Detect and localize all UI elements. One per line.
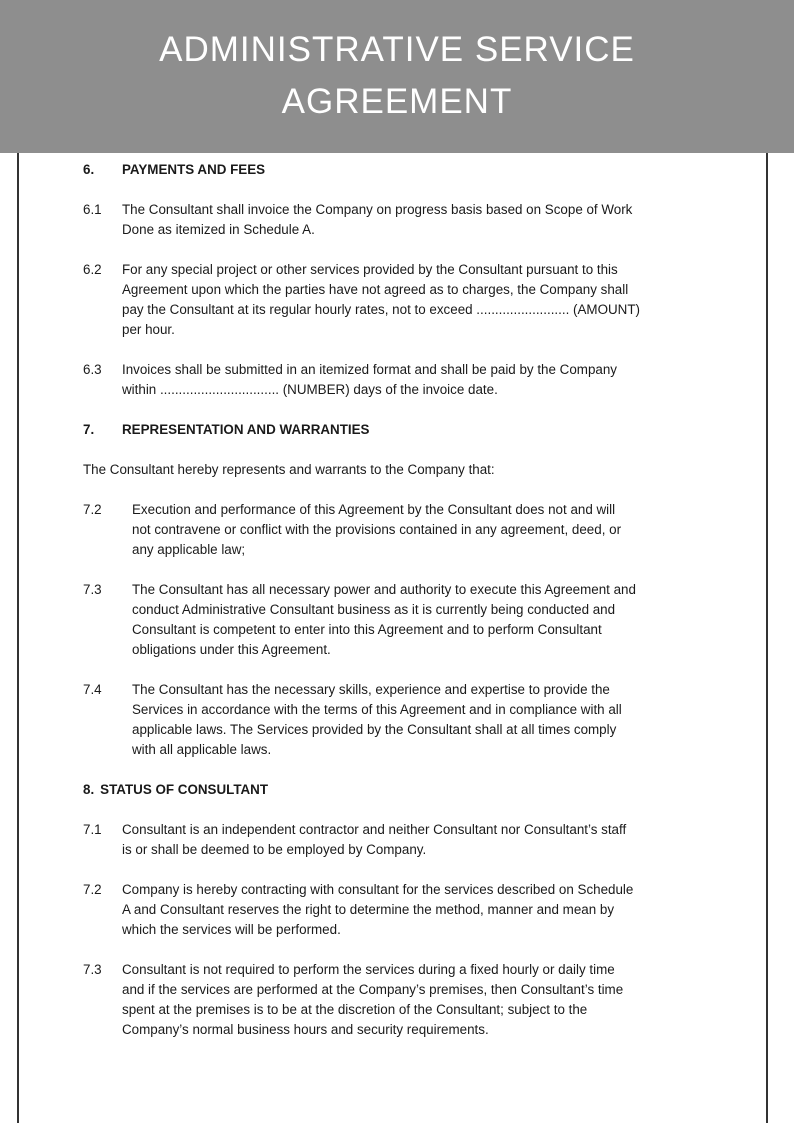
text-line: PAYMENTS AND FEES	[122, 162, 266, 177]
text-line: Execution and performance of this Agreement by the Consultant does not and will	[132, 502, 616, 517]
text-line: applicable laws. The Services provided by the Consultant shall at all times comply	[132, 722, 617, 737]
text-line: obligations under this Agreement.	[132, 642, 331, 657]
text-line: and if the services are performed at the Company’s premises, then Consultant’s time	[122, 982, 624, 997]
clause-text	[122, 360, 617, 400]
intro-paragraph	[83, 460, 723, 480]
title-banner	[0, 0, 794, 153]
clause-text	[122, 880, 633, 940]
document-body	[83, 160, 723, 1060]
clause	[83, 200, 723, 240]
text-line: Invoices shall be submitted in an itemized format and shall be paid by the Company	[122, 362, 617, 377]
text-line: conduct Administrative Consultant business as it is currently being conducted and	[132, 602, 616, 617]
section-title	[100, 780, 268, 800]
clause	[83, 260, 723, 340]
text-line: Company’s normal business hours and security requirements.	[122, 1022, 489, 1037]
clause-text	[132, 580, 636, 660]
text-line: The Consultant has all necessary power and authority to execute this Agreement and	[132, 582, 636, 597]
text-line: Consultant is not required to perform the services during a fixed hourly or daily time	[122, 962, 615, 977]
text-line: not contravene or conflict with the provisions contained in any agreement, deed, or	[132, 522, 622, 537]
text-line: REPRESENTATION AND WARRANTIES	[122, 422, 370, 437]
clause-text	[122, 960, 623, 1040]
text-line: pay the Consultant at its regular hourly rates, not to exceed ......................... (AMOUNT)	[122, 302, 640, 317]
clause-number: 7.1	[83, 822, 102, 837]
clause-text	[83, 460, 495, 480]
clause	[83, 500, 723, 560]
text-line: Agreement upon which the parties have not agreed as to charges, the Company shall	[122, 282, 629, 297]
section-number: 7.	[83, 422, 95, 437]
left-border	[17, 153, 19, 1123]
text-line: The Consultant has the necessary skills, experience and expertise to provide the	[132, 682, 610, 697]
section-number: 8.	[83, 782, 95, 797]
clause	[83, 960, 723, 1040]
clause-number: 6.3	[83, 362, 102, 377]
text-line: spent at the premises is to be at the discretion of the Consultant; subject to the	[122, 1002, 588, 1017]
section-title	[122, 160, 265, 180]
text-line: Company is hereby contracting with consultant for the services described on Schedule	[122, 882, 634, 897]
title-line: AGREEMENT	[281, 82, 513, 121]
text-line: The Consultant hereby represents and warrants to the Company that:	[83, 462, 495, 477]
section-title	[122, 420, 369, 440]
section-heading	[83, 160, 723, 180]
clause-text	[122, 260, 640, 340]
text-line: within ................................ (NUMBER) days of the invoice date.	[122, 382, 498, 397]
clause	[83, 880, 723, 940]
clause-text	[132, 500, 621, 560]
text-line: Done as itemized in Schedule A.	[122, 222, 315, 237]
clause-number: 7.4	[83, 682, 102, 697]
clause-number: 6.2	[83, 262, 102, 277]
text-line: which the services will be performed.	[122, 922, 341, 937]
clause-text	[122, 820, 626, 860]
text-line: any applicable law;	[132, 542, 246, 557]
clause-number: 7.3	[83, 582, 102, 597]
clause	[83, 680, 723, 760]
clause	[83, 580, 723, 660]
document-title	[0, 0, 794, 128]
text-line: is or shall be deemed to be employed by Company.	[122, 842, 427, 857]
section-heading	[83, 780, 723, 800]
section-number: 6.	[83, 162, 95, 177]
clause	[83, 360, 723, 400]
clause-number: 7.3	[83, 962, 102, 977]
clause-number: 7.2	[83, 882, 102, 897]
text-line: For any special project or other services provided by the Consultant pursuant to this	[122, 262, 618, 277]
text-line: Consultant is competent to enter into this Agreement and to perform Consultant	[132, 622, 602, 637]
clause-number: 6.1	[83, 202, 102, 217]
clause-text	[122, 200, 632, 240]
clause-number: 7.2	[83, 502, 102, 517]
text-line: with all applicable laws.	[132, 742, 272, 757]
text-line: A and Consultant reserves the right to determine the method, manner and mean by	[122, 902, 615, 917]
text-line: Consultant is an independent contractor and neither Consultant nor Consultant’s staff	[122, 822, 627, 837]
text-line: STATUS OF CONSULTANT	[100, 782, 269, 797]
text-line: The Consultant shall invoice the Company on progress basis based on Scope of Work	[122, 202, 633, 217]
text-line: per hour.	[122, 322, 175, 337]
right-border	[766, 153, 768, 1123]
title-line: ADMINISTRATIVE SERVICE	[159, 30, 635, 69]
clause	[83, 820, 723, 860]
text-line: Services in accordance with the terms of this Agreement and in compliance with all	[132, 702, 622, 717]
section-heading	[83, 420, 723, 440]
clause-text	[132, 680, 622, 760]
